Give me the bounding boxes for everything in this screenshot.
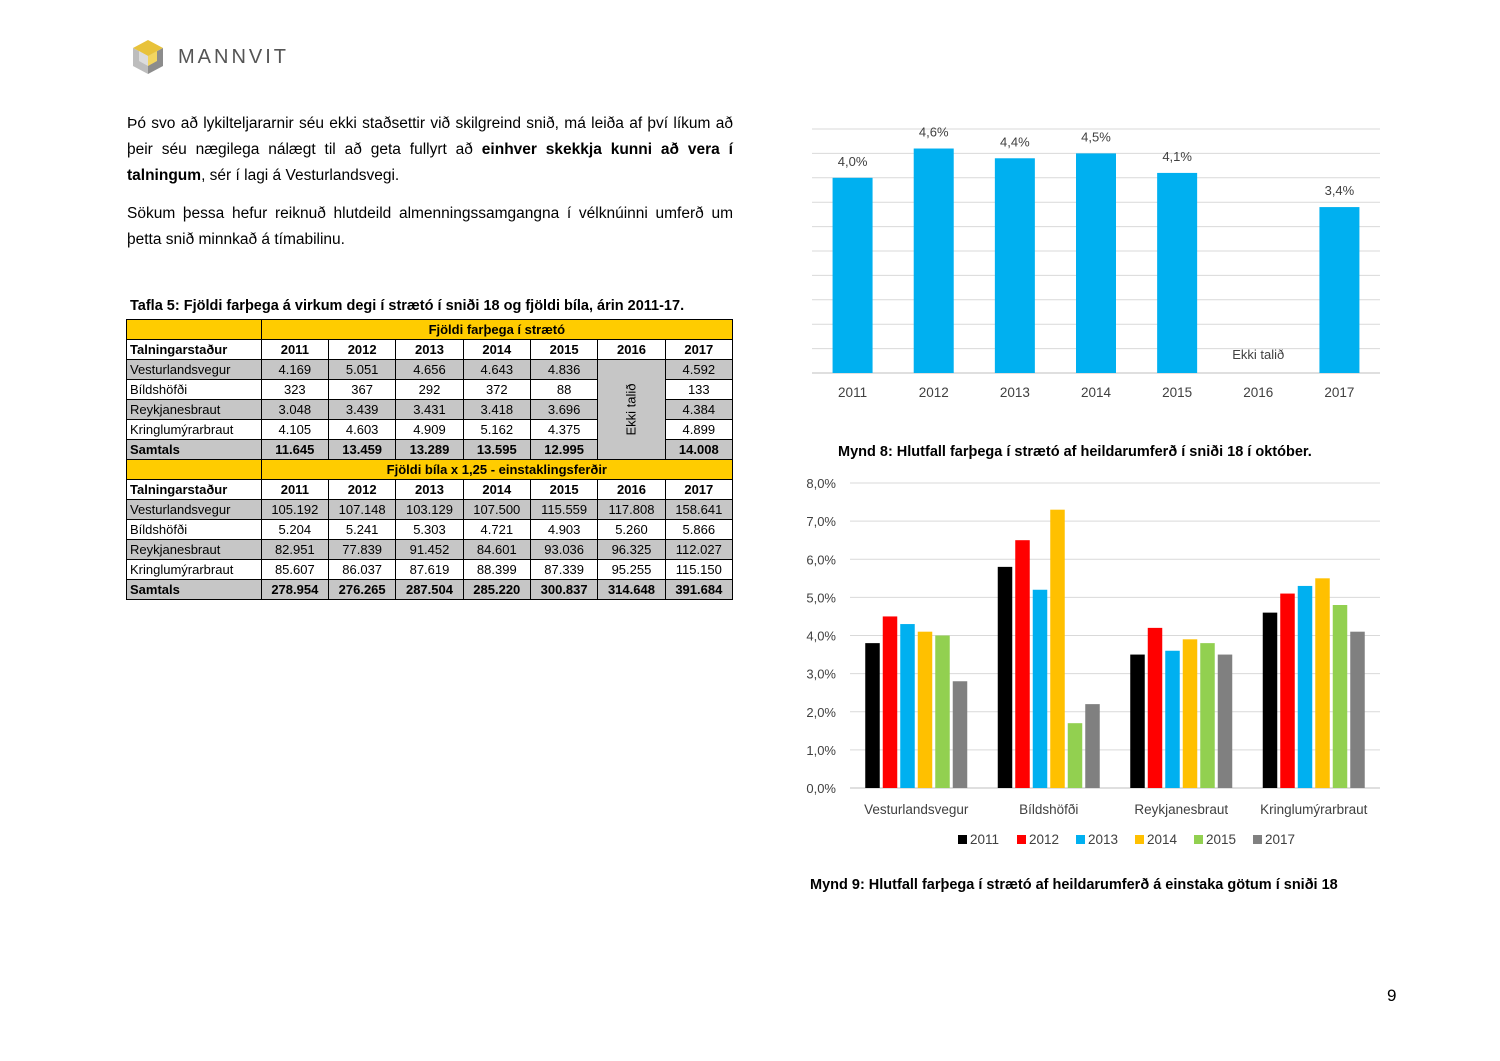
table-cell: 95.255 — [598, 560, 665, 580]
bar — [833, 178, 873, 373]
table-cell: 4.643 — [463, 360, 530, 380]
bar-2013 — [900, 624, 915, 788]
chart-mynd-8-svg — [800, 115, 1390, 410]
paragraph-1-text-c: , sér í lagi á Vesturlandsvegi. — [201, 167, 400, 184]
table-cell: 285.220 — [463, 580, 530, 600]
brand-name: MANNVIT — [178, 45, 289, 68]
table-cell: 107.148 — [328, 500, 395, 520]
table-cell: 12.995 — [530, 440, 597, 460]
bar — [1157, 173, 1197, 373]
bar-2013 — [1165, 651, 1180, 788]
bar-2013 — [1033, 590, 1048, 788]
table-row — [127, 560, 733, 580]
column-header-year: 2013 — [396, 340, 463, 360]
section-title-cars-blank — [127, 460, 262, 480]
table-cell: 4.375 — [530, 420, 597, 440]
table-row — [127, 360, 733, 380]
table-cell: 3.431 — [396, 400, 463, 420]
table-cell: 287.504 — [396, 580, 463, 600]
legend-label: 2014 — [1147, 832, 1178, 847]
bar — [914, 149, 954, 373]
table-cell: 112.027 — [665, 540, 732, 560]
header-row-cars — [127, 480, 733, 500]
bar-2015 — [1333, 605, 1348, 788]
legend-swatch — [1017, 835, 1026, 844]
column-header-location: Talningarstaður — [127, 480, 262, 500]
table-cell: 3.696 — [530, 400, 597, 420]
row-label: Samtals — [127, 440, 262, 460]
data-label: 4,6% — [918, 124, 949, 140]
column-header-year: 2015 — [530, 480, 597, 500]
row-label: Kringlumýrarbraut — [127, 420, 262, 440]
table-cell: 13.595 — [463, 440, 530, 460]
legend-swatch — [1194, 835, 1203, 844]
column-header-year: 2013 — [396, 480, 463, 500]
table-cell: 4.899 — [665, 420, 732, 440]
legend-swatch — [958, 835, 967, 844]
mannvit-logo — [130, 38, 289, 76]
section-title-passengers-label: Fjöldi farþega í strætó — [261, 320, 732, 340]
y-tick-label: 2,0% — [806, 704, 836, 720]
column-header-year: 2016 — [598, 340, 665, 360]
x-tick-label: 2012 — [918, 385, 949, 400]
y-tick-label: 4,0% — [806, 628, 836, 644]
bar-2012 — [1280, 594, 1295, 788]
table-cell: 3.418 — [463, 400, 530, 420]
table-cell: 278.954 — [261, 580, 328, 600]
bar-2015 — [935, 636, 950, 789]
column-header-year: 2012 — [328, 340, 395, 360]
table-cell: 5.051 — [328, 360, 395, 380]
x-tick-label: 2013 — [999, 385, 1030, 400]
table-cell: 4.656 — [396, 360, 463, 380]
legend-label: 2011 — [970, 832, 1000, 847]
data-label: 4,1% — [1162, 148, 1192, 164]
bar-2014 — [1315, 578, 1330, 788]
table-cell: 5.241 — [328, 520, 395, 540]
bar-2014 — [1183, 639, 1198, 788]
bar-2017 — [1085, 704, 1100, 788]
table-cell: 4.909 — [396, 420, 463, 440]
table-cell: 372 — [463, 380, 530, 400]
column-header-year: 2014 — [463, 480, 530, 500]
table-cell: 13.459 — [328, 440, 395, 460]
column-header-year: 2016 — [598, 480, 665, 500]
y-tick-label: 1,0% — [806, 742, 836, 758]
page-number: 9 — [1387, 986, 1397, 1005]
table-cell: 314.648 — [598, 580, 665, 600]
x-tick-label: 2011 — [838, 385, 868, 400]
table-cell: 96.325 — [598, 540, 665, 560]
table-cell: 91.452 — [396, 540, 463, 560]
row-label: Samtals — [127, 580, 262, 600]
table-cell: 133 — [665, 380, 732, 400]
data-label: 4,5% — [1081, 129, 1111, 145]
table-caption: Tafla 5: Fjöldi farþega á virkum degi í strætó í sniði 18 og fjöldi bíla, árin 2011-17. — [130, 298, 685, 314]
table-cell: 4.721 — [463, 520, 530, 540]
table-cell: 117.808 — [598, 500, 665, 520]
bar-2012 — [1148, 628, 1163, 788]
table-cell: 300.837 — [530, 580, 597, 600]
x-tick-label: 2017 — [1324, 385, 1355, 400]
column-header-year: 2017 — [665, 480, 732, 500]
row-label: Vesturlandsvegur — [127, 360, 262, 380]
y-tick-label: 5,0% — [806, 590, 836, 606]
row-label: Bíldshöfði — [127, 520, 262, 540]
data-label: 3,4% — [1324, 183, 1355, 199]
bar-2013 — [1298, 586, 1313, 788]
row-label: Kringlumýrarbraut — [127, 560, 262, 580]
legend-label: 2015 — [1206, 832, 1237, 847]
chart-mynd-9-svg — [795, 472, 1390, 862]
bar-2015 — [1200, 643, 1215, 788]
section-title-passengers — [127, 320, 733, 340]
section-title-cars — [127, 460, 733, 480]
data-label: 4,4% — [1000, 134, 1030, 150]
table-row — [127, 520, 733, 540]
y-tick-label: 8,0% — [806, 476, 836, 491]
table-cell: 93.036 — [530, 540, 597, 560]
chart-mynd-8 — [800, 115, 1390, 410]
bar-2017 — [953, 681, 968, 788]
y-tick-label: 7,0% — [806, 514, 836, 530]
table-cell: 107.500 — [463, 500, 530, 520]
table-cell: 4.836 — [530, 360, 597, 380]
table-cell: 87.619 — [396, 560, 463, 580]
table-cell: 85.607 — [261, 560, 328, 580]
table-cell: 4.603 — [328, 420, 395, 440]
paragraph-1 — [127, 111, 733, 189]
not-counted-cell — [598, 360, 665, 460]
table-row — [127, 540, 733, 560]
table-cell: 5.303 — [396, 520, 463, 540]
row-label: Bíldshöfði — [127, 380, 262, 400]
table-cell: 158.641 — [665, 500, 732, 520]
figure-caption-9: Mynd 9: Hlutfall farþega í strætó af heildarumferð á einstaka götum í sniði 18 — [810, 877, 1338, 893]
x-tick-label: 2014 — [1080, 385, 1112, 400]
legend-label: 2017 — [1265, 832, 1296, 847]
bar-2012 — [1015, 540, 1030, 788]
table-cell: 276.265 — [328, 580, 395, 600]
table-cell: 87.339 — [530, 560, 597, 580]
table-cell: 3.439 — [328, 400, 395, 420]
table-row — [127, 580, 733, 600]
header-row-passengers — [127, 340, 733, 360]
legend-label: 2012 — [1029, 832, 1060, 847]
table-cell: 82.951 — [261, 540, 328, 560]
bar-2012 — [883, 616, 898, 788]
bar-2017 — [1350, 632, 1365, 788]
table-cell: 105.192 — [261, 500, 328, 520]
table-cell: 4.384 — [665, 400, 732, 420]
chart-mynd-9 — [795, 472, 1390, 862]
table-cell: 14.008 — [665, 440, 732, 460]
data-table — [126, 319, 733, 600]
column-header-year: 2017 — [665, 340, 732, 360]
paragraph-1-bold: einhver skekkja kunni að vera í talningum — [127, 141, 733, 184]
table-cell: 4.592 — [665, 360, 732, 380]
column-header-year: 2012 — [328, 480, 395, 500]
table-cell: 4.169 — [261, 360, 328, 380]
y-tick-label: 3,0% — [806, 666, 836, 682]
table-cell: 367 — [328, 380, 395, 400]
x-tick-label: Vesturlandsvegur — [864, 802, 969, 817]
legend-swatch — [1253, 835, 1262, 844]
bar-2011 — [1263, 613, 1278, 788]
column-header-year: 2011 — [261, 480, 328, 500]
table-cell: 5.204 — [261, 520, 328, 540]
table-cell: 86.037 — [328, 560, 395, 580]
not-counted-label: Ekki talið — [623, 383, 639, 436]
x-tick-label: 2015 — [1162, 385, 1193, 400]
table-cell: 103.129 — [396, 500, 463, 520]
table-cell: 13.289 — [396, 440, 463, 460]
paragraph-1-text-a: Þó svo að lykilteljararnir séu ekki staðsettir við skilgreind snið, má leiða af því líkum að þeir séu nægilega nálægt til að geta fullyrt að — [127, 115, 733, 158]
legend-swatch — [1135, 835, 1144, 844]
table-cell: 292 — [396, 380, 463, 400]
table-cell: 11.645 — [261, 440, 328, 460]
table-row — [127, 500, 733, 520]
y-tick-label: 0,0% — [806, 781, 836, 796]
table-cell: 4.105 — [261, 420, 328, 440]
row-label: Reykjanesbraut — [127, 540, 262, 560]
figure-caption-8: Mynd 8: Hlutfall farþega í strætó af heildarumferð í sniði 18 í október. — [838, 444, 1312, 460]
section-title-passengers-blank — [127, 320, 262, 340]
section-title-cars-label: Fjöldi bíla x 1,25 - einstaklingsferðir — [261, 460, 732, 480]
table-cell: 88.399 — [463, 560, 530, 580]
paragraph-2: Sökum þessa hefur reiknuð hlutdeild almenningssamgangna í vélknúinni umferð um þetta snið minnkað á tímabilinu. — [127, 205, 733, 248]
table-cell: 5.866 — [665, 520, 732, 540]
bar — [995, 158, 1035, 373]
bar-2015 — [1068, 723, 1083, 788]
column-header-year: 2014 — [463, 340, 530, 360]
bar-2017 — [1218, 655, 1233, 788]
column-header-year: 2015 — [530, 340, 597, 360]
bar-2011 — [865, 643, 880, 788]
x-tick-label: Kringlumýrarbraut — [1260, 802, 1368, 817]
x-tick-label: Reykjanesbraut — [1134, 802, 1229, 817]
table-cell: 3.048 — [261, 400, 328, 420]
bar — [1319, 207, 1359, 373]
bar-2011 — [998, 567, 1013, 788]
row-label: Reykjanesbraut — [127, 400, 262, 420]
table-cell: 88 — [530, 380, 597, 400]
table-cell: 115.150 — [665, 560, 732, 580]
table-cell: 4.903 — [530, 520, 597, 540]
table-cell: 5.260 — [598, 520, 665, 540]
mannvit-logo-icon — [130, 38, 166, 76]
bar-2011 — [1130, 655, 1145, 788]
table-cell: 5.162 — [463, 420, 530, 440]
bar — [1076, 153, 1116, 373]
table-cell: 323 — [261, 380, 328, 400]
legend-label: 2013 — [1088, 832, 1119, 847]
bar-2014 — [918, 632, 933, 788]
row-label: Vesturlandsvegur — [127, 500, 262, 520]
data-label: 4,0% — [837, 153, 868, 169]
column-header-location: Talningarstaður — [127, 340, 262, 360]
x-tick-label: 2016 — [1243, 385, 1274, 400]
table-cell: 77.839 — [328, 540, 395, 560]
x-tick-label: Bíldshöfði — [1019, 802, 1079, 817]
y-tick-label: 6,0% — [806, 552, 836, 568]
bar-2014 — [1050, 510, 1065, 788]
table-cell: 391.684 — [665, 580, 732, 600]
legend-swatch — [1076, 835, 1085, 844]
column-header-year: 2011 — [261, 340, 328, 360]
table-cell: 115.559 — [530, 500, 597, 520]
missing-label: Ekki talið — [1232, 347, 1285, 362]
table-cell: 84.601 — [463, 540, 530, 560]
